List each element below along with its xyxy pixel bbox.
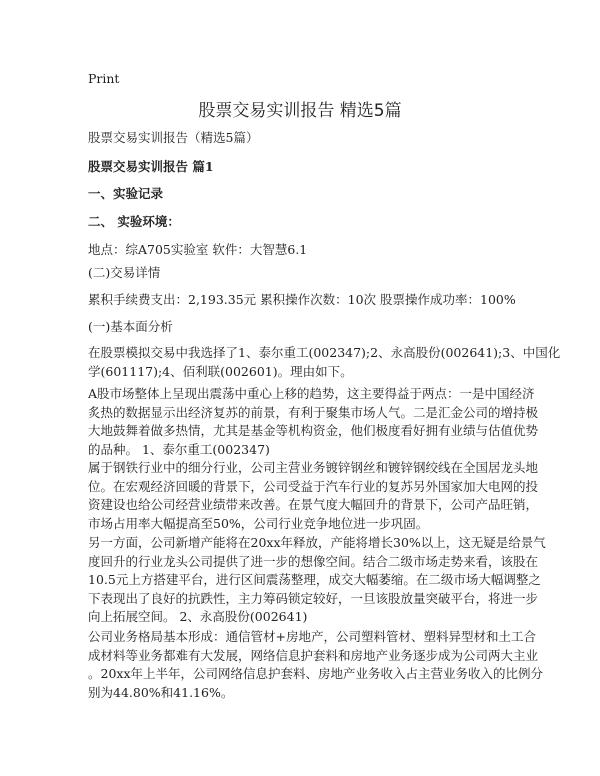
paragraph-line: 在股票模拟交易中我选择了1、泰尔重工(002347);2、永高股份(002641);3、中国化 (88, 345, 561, 360)
paragraph-line: 位。在宏观经济回暖的背景下，公司受益于汽车行业的复苏另外国家加大电网的投 (88, 478, 539, 494)
page-title: 股票交易实训报告 精选5篇 (198, 101, 402, 121)
paragraph-line: 公司业务格局基本形成：通信管材+房地产，公司塑料管材、塑料异型材和土工合 (88, 629, 536, 644)
paragraph-line: 10.5元上方搭建平台，进行区间震荡整理，成交大幅萎缩。在二级市场大幅调整之 (88, 572, 541, 588)
paragraph-line: A股市场整体上呈现出震荡中重心上移的趋势，这主要得益于两点：一是中国经济 (88, 386, 535, 401)
subtitle: 股票交易实训报告（精选5篇） (88, 130, 259, 145)
paragraph-line: 。20xx年上半年，公司网络信息护套料、房地产业务收入占主营业务收入的比例分 (88, 666, 544, 682)
paragraph-line: 学(601117);4、佰利联(002601)。理由如下。 (88, 363, 353, 379)
heading-experiment-record: 一、实验记录 (88, 186, 164, 201)
paragraph (88, 385, 538, 459)
paragraph-line: 大地鼓舞着做多热情，尤其是基金等机构资金，他们极度看好拥有业绩与估值优势 (88, 423, 539, 439)
paragraph (88, 459, 538, 533)
paragraph-line: 资建设也给公司经营业绩带来改善。在景气度大幅回升的背景下，公司产品旺销， (88, 497, 539, 513)
paragraph-line: 的品种。 1、泰尔重工(002347) (88, 441, 270, 457)
location-text: 地点：综A705实验室 软件：大智慧6.1 (88, 242, 308, 257)
heading-experiment-env: 二、 实验环境： (88, 214, 180, 229)
paragraph-line: 另一方面，公司新增产能将在20xx年释放，产能将增长30%以上，这无疑是给景气 (88, 535, 546, 550)
print-link[interactable]: Print (88, 71, 120, 86)
paragraph-line: 别为44.80%和41.16%。 (88, 684, 234, 700)
paragraph-line: 属于钢铁行业中的细分行业，公司主营业务镀锌钢丝和镀锌钢绞线在全国居龙头地 (88, 460, 539, 475)
paragraph-line: 成材料等业务都难有大发展，网络信息护套料和房地产业务逐步成为公司两大主业 (88, 647, 539, 663)
paragraph (88, 534, 546, 627)
paragraph (88, 628, 543, 702)
paragraph-line: 下表现出了良好的抗跌性，主力筹码锁定较好，一旦该股放量突破平台，将进一步 (88, 590, 539, 606)
paragraph-line: 市场占用率大幅提高至50%，公司行业竞争地位进一步巩固。 (88, 515, 429, 531)
paragraph (88, 344, 560, 381)
paragraph-line: 度回升的行业龙头公司提供了进一步的想像空间。结合二级市场走势来看，该股在 (88, 553, 539, 569)
subheading-trade-details: (二)交易详情 (88, 265, 161, 280)
section-heading: 股票交易实训报告 篇1 (88, 159, 214, 174)
paragraph-line: 炙热的数据显示出经济复苏的前景，有利于聚集市场人气。二是汇金公司的增持极 (88, 404, 539, 420)
paragraph-line: 向上拓展空间。 2、永高股份(002641) (88, 609, 308, 625)
subheading-fundamental: (一)基本面分析 (88, 319, 173, 334)
stats-text: 累积手续费支出：2,193.35元 累积操作次数：10次 股票操作成功率：100% (88, 292, 516, 307)
